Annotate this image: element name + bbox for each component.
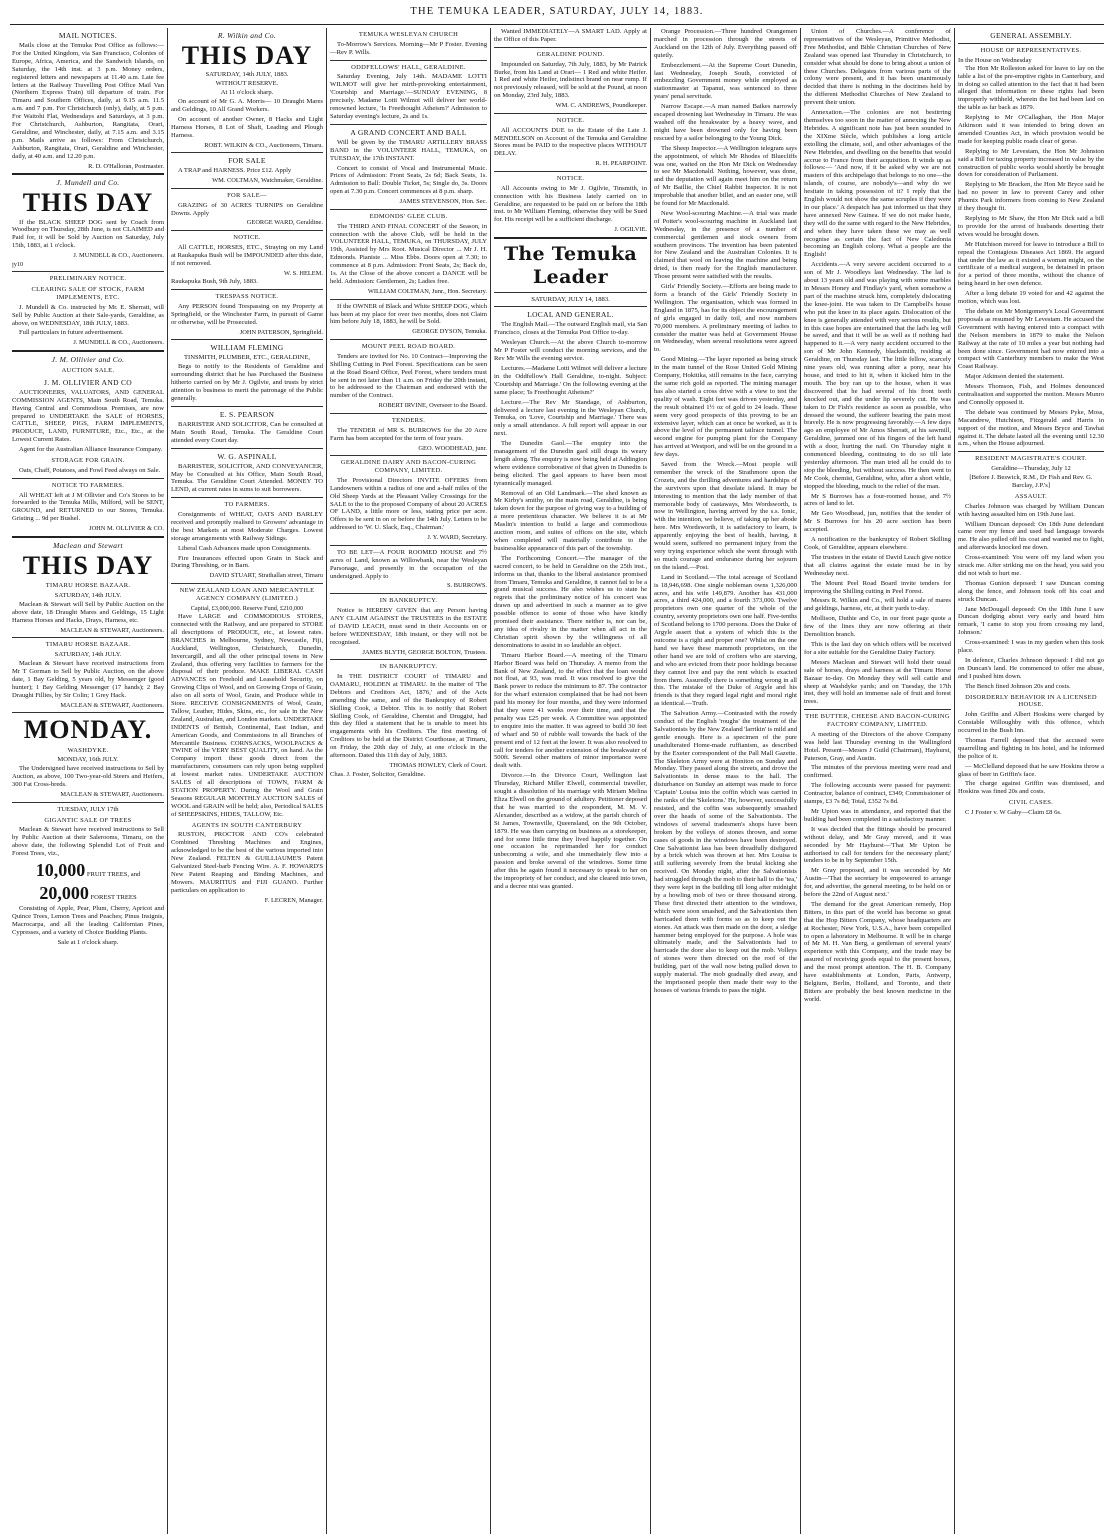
divider xyxy=(804,709,951,710)
local-general-heading: LOCAL AND GENERAL. xyxy=(527,310,614,320)
mail-notices-body: Mails close at the Temuka Post Office as follows:— For the United Kingdom, via San Francisco, Colonies of Europe, Africa, America, and the Sandwich Islands, on Saturday, the 14th inst. at 3 p.m. Money orders, registered letters and newspapers at 11.40 a.m. Late fee letters at the Railway Travelling Post Office Mail Van (Northern Express Train) till departure of train. For Timaru and Southern Offices, daily, at 9.15 a.m. 11.5 a.m. and 7 p.m. For Christchurch (only), daily, at 5 p.m. For Waitohi Flat, Wednesdays and Saturdays, at 3 p.m. For Christchurch, Ashburton, Rangitata, Orari, Geraldine, and Winchester, daily, at 7.15 a.m. and 3.15 p.m. Mails arrive as follows: From Christchurch, Ashburton, Rangitata, Orari, Geraldine and Winchester, daily, at 40 a.m. and 12.20 p.m. xyxy=(12,42,164,160)
clearing-signature: J. MUNDELL & CO., Auctioneers. xyxy=(73,339,164,347)
divider xyxy=(12,637,164,638)
bankruptcy-signature-1: JAMES BLYTH, GEORGE BOLTON, Trustees. xyxy=(362,648,487,656)
notice-date: Raukapuka Bush, 9th July, 1883. xyxy=(171,278,258,286)
news-item: Union of Churches.—A conference of representatives of the Wesleyan, Primitive Methodist, Free Methodist, and Bible Christian Churches of New Zealand was opened last Thursday in Christchurch, to consider what should be done to bring about a union of these Churches. Delegates from various parts of the colony were present, and it has been unanimously decided that there is nothing in the doctrines held by the different Methodist Churches of New Zealand to prevent their union. xyxy=(804,28,951,107)
divider xyxy=(494,292,647,293)
divider xyxy=(330,593,487,594)
trespass-heading: TRESPASS NOTICE. xyxy=(215,293,279,301)
pound-heading: GERALDINE POUND. xyxy=(536,50,605,58)
court-bench: [Before J. Beswick, R.M., Dr Fish and Rev. G. Barclay, J.P.'s] xyxy=(969,474,1093,489)
divider xyxy=(330,339,487,340)
news-item: The English Mail.—The outward English mail, via San Francisco, closes at the Temuka Post Office to-day. xyxy=(494,321,647,337)
church-body: To-Morrow's Services. Morning—Mr P Foster. Evening—Rev P. Wills. xyxy=(330,40,487,56)
clearing-foot: Full particulars in future advertisement. xyxy=(19,329,124,337)
liberal-advances: Liberal Cash Advances made upon Consignments. xyxy=(178,544,311,552)
divider xyxy=(12,350,164,352)
divider xyxy=(494,237,647,239)
report-paragraph: The demand for the great American remedy, Hop Bitters, in this part of the world has become so great that the Hop Bitters Company, whose headquarters are at Rochester, New York, U.S.A., have been compelled to open a laboratory in Melbourne. It will be in charge of Mr M. H. Van Berg, a gentleman of several years' experience with this Company, and the trade may be assured of receiving goods equal to the present boxes, and the most prompt attention. The H. B. Company have establishments at London, Paris, Antwerp, Belgium, Berlin, Holland, and Toronto, and their Bitters are probably the best known medicine in the world. xyxy=(804,900,951,1003)
news-item: Land in Scotland.—The total acreage of Scotland is 18,946,698. One single nobleman owns 1,326,000 acres, and his wife 149,879. Another has 431,000 acres, a third 424,000, and a fourth 373,000. Twelve proprietors own one quarter of the whole of the country, seventy proprietors own one half. Five-tenths of Scotland belong to 1700 persons. Does the Duke of Argyle assert that a system of which this is the outcome is a right and proper one? Whilst on the one hand we have these mammoth proprietors, on the other hand we are told of crofters who are starving, and who are evicted from their poor holdings because they cannot live and pay the rent which is exacted from them. Assuredly there is something wrong in all this. The mistake of the Duke of Argyle and his friends is that they regard legal right and moral right as identical.—Truth. xyxy=(654,573,797,708)
divider xyxy=(171,230,323,231)
report-paragraph: Thomas Farrell deposed that the accused were quarrelling and fighting in his hotel, and he informed the police of it. xyxy=(958,736,1104,760)
notice-body: All ACCOUNTS DUE to the Estate of the Late J. MENDELSON on Account of the Temuka and Geraldine Stores must be PAID to the respective places WITHOUT DELAY. xyxy=(494,126,647,158)
news-item: Messrs R. Wilkin and Co., will hold a sale of mares and geldings, harness, etc, at their yards to-day. xyxy=(804,597,951,613)
court-subheading: Geraldine—Thursday, July 12 xyxy=(991,465,1071,473)
news-item: Lectures.—Madame Lotti Wilmot will deliver a lecture in the Oddfellow's Hall Geraldine, to-night. Subject: 'Courtship and Marriage.' On the following evening at the same place; 'Is Freethought Atheism?' xyxy=(494,364,647,396)
wilkin-body-1: On account of Mr G. A. Morris— 10 Draught Mares and Geldings, 10 All Grand Workers. xyxy=(171,98,323,113)
report-paragraph: John Griffin and Albert Hoskins were charged by Constable Willoughby with this offence, which occurred in the Bush Inn. xyxy=(958,711,1104,735)
forsale-signature: WM. COLTMAN, Watchmaker, Geraldine. xyxy=(212,177,323,185)
divider xyxy=(12,271,164,272)
forsale2-signature: GEORGE WARD, Geraldine. xyxy=(246,219,323,227)
divider xyxy=(330,60,487,61)
forsale-body: A TRAP and HARNESS. Price £12. Apply xyxy=(178,167,292,175)
news-item: The Mount Peel Road Board invite tenders for improving the Shilling cutting in Peel Forest. xyxy=(804,579,951,595)
news-item: New Wool-scouring Machine.—A trial was made of Potter's wool-scouring machine in Auckland last Wednesday, in the presence of a number of commercial gentlemen and stock owners from southern provinces. The invention has been patented for New Zealand and the Australian Colonies. It is claimed that wool on leaving the machine and being dried, is then ready for the English manufacturer. Those present were satisfied with the results. xyxy=(654,209,797,281)
report-paragraph: After a long debate 19 voted for and 42 against the motion, which was lost. xyxy=(958,290,1104,306)
general-assembly-heading: GENERAL ASSEMBLY. xyxy=(990,31,1072,40)
column-rule xyxy=(326,28,327,1534)
report-paragraph: Replying to Mr Bracken, the Hon Mr Bryce said he had no power in law to prevent Carey and other Phœnix Park informers from coming to New Zealand if they thought fit. xyxy=(958,181,1104,213)
tenders-body: The TENDER of MR S. BURROWS for the 20 Acre Farm has been accepted for the term of four years. xyxy=(330,426,487,442)
bazaar2-signature: MACLEAN & STEWART, Auctioneers. xyxy=(60,701,164,709)
agent-line: Agent for the Australian Alliance Insurance Company. xyxy=(19,446,163,454)
farmers-heading: NOTICE TO FARMERS. xyxy=(51,481,125,489)
divider xyxy=(330,545,487,546)
agents-body: RUSTON, PROCTOR AND CO's celebrated Combined Threshing Machines and Engines, acknowledged to be the best of the various imported into New Zealand. FELTEN & GUILLIAUME'S Patent Galvanized Steel-barb Fencing Wire. A. F. HOWARD'S New Patent Reaping and Binding Machines, and Mowers. MAURITIUS and FIJI GUANO. Further particulars on application to xyxy=(171,831,323,894)
report-paragraph: Thomas Gunion deposed: I saw Duncan coming along the fence, and Johnson took off his coat and struck Duncan. xyxy=(958,579,1104,603)
concert-body-2: Concert to consist of Vocal and Instrumental Music. Prices of Admission: Front Seats, 2s 6d; Back Seats, 1s. Admission to Ball: Double Ticket, 5s; Single do, 3s. Doors open at 7.30 p.m. Concert commences at 8 p.m. sharp. xyxy=(330,164,487,196)
divider xyxy=(494,113,647,114)
agents-signature: F. LECREN, Manager. xyxy=(264,896,323,904)
trees-body: Maclean & Stewart have received instructions to Sell by Public Auction at their Salerooms, Timaru, on the above date, the following Splendid Lot of Fruit and Forest Trees, viz., xyxy=(12,826,164,858)
dairy-signature: J. Y. WARD, Secretary. xyxy=(427,534,487,542)
tuesday-heading: TUESDAY, JULY 17th xyxy=(57,805,119,813)
farmers-body: All WHEAT left at J M Ollivier and Co's Stores to be forwarded to the Temuka Mills, Milford, will be SENT, GROUND, and RETURNED to our Stores, Temuka. Gristing ... 9d per Bushel. xyxy=(12,491,164,523)
news-item: The Forthcoming Concert.—The manager of the sacred concert, to be held in Geraldine on the 25th inst., informs us that, thanks to the liberal assistance promised from Timaru, Temuka and Geraldine, it cannot fail to be a grand musical success. He also wishes us to state he regrets that the preliminary notice of his concert was drawn up and advertised in such a manner as to give possible offence to some of those who have kindly promised their assistance. There neither is, nor can be, any idea of rivalry in the matter when all act in the Christian spirit shown by the willingness of all denominations to assist in so laudable an object. xyxy=(494,554,647,649)
column-rule xyxy=(800,28,801,1534)
pearson-body: BARRISTER AND SOLICITOR, Can be consulted at Main South Road, Temuka. The Geraldine Court attended every Court day. xyxy=(171,420,323,444)
resident-magistrate-heading: RESIDENT MAGISTRATE'S COURT. xyxy=(975,455,1087,463)
aspinall-body: BARRISTER, SOLICITOR, AND CONVEYANCER, May be Consulted at his Office, Main South Road, Temuka. The Geraldine Court Attended. MONEY TO LEND, at current rates in sums to suit borrowers. xyxy=(171,462,323,494)
divider xyxy=(494,47,647,48)
civil-cases-heading: CIVIL CASES. xyxy=(1008,799,1054,807)
glee-signature: WILLIAM COLTMAN, Junr., Hon. Secretary. xyxy=(367,287,487,295)
report-paragraph: The minutes of the previous meeting were read and confirmed. xyxy=(804,764,951,780)
bankruptcy-heading-1: IN BANKRUPTCY. xyxy=(379,597,438,605)
notice-body: All CATTLE, HORSES, ETC., Straying on my Land at Raukapuka Bush will be IMPOUNDED after this date, if not removed. xyxy=(171,243,323,267)
divider xyxy=(958,43,1104,44)
wanted-body: Wanted IMMEDIATELY—A SMART LAD. Apply at the Office of this Paper. xyxy=(494,28,647,43)
divider xyxy=(330,413,487,414)
notice2-heading: NOTICE. xyxy=(556,174,585,182)
report-paragraph: The Bench fined Johnson 20s and costs. xyxy=(965,682,1071,690)
column-rule xyxy=(167,28,168,1534)
column-rule xyxy=(490,28,491,1534)
tenders-signature: GEO. WOODHEAD, junr. xyxy=(418,444,487,452)
news-item: Mollison, Duthie and Co, in our front page quote a few of the lines they are now offering at their Demolition branch. xyxy=(804,615,951,639)
masthead: THE TEMUKA LEADER, SATURDAY, JULY 14, 1883. xyxy=(410,6,704,17)
trees-number-1: 10,000 xyxy=(35,859,86,880)
nzloan-capital: Capital, £3,000,000. Reserve Fund, £210,000 xyxy=(190,604,304,612)
column-7 xyxy=(958,28,1104,1534)
forsale-heading: FOR SALE xyxy=(228,156,266,166)
pound-body: Impounded on Saturday, 7th July, 1883, by Mr Patrick Burke, from his Land at Orari— 1 Red and white Heifer. 1 Red and white Heifer, indistinct brand on near rump. If not previously released, will be sold at the Pound, at noon on Monday, 23rd July, 1883. xyxy=(494,60,647,100)
report-paragraph: Replying to Mr Levestam, the Hon Mr Johnston said a Bill for taxing property increased in value by the construction of public works would shortly be brought down for consideration of Parliament. xyxy=(958,147,1104,179)
bazaar2-heading: TIMARU HORSE BAZAAR. xyxy=(45,641,131,649)
trees-foot: Consisting of Apple, Pear, Plum, Cherry, Apricot and Quince Trees, Lemon Trees and Peaches; Pinus Insignis, Macrocarpa, and all the leading Californian Pines, Cypresses, and a variety of Choice Budding Plants. xyxy=(12,905,164,936)
nzloan-body: Have LARGE and COMMODIOUS STORES, connected with the Railway, and are prepared to STORE all descriptions of PRODUCE, etc., at lowest rates. BRANCHES in Melbourne, Sydney, Newcastle, Fiji, Auckland, Wellington, Christchurch, Dunedin, Invercargill, and all the other principal towns in New Zealand, thus offering very facilities to farmers for the disposal of their produce. MAKE LIBERAL CASH ADVANCES on Freehold and Leasehold Security, on Growing Clips of Wool, and on Growing Crops of Grain, also on all sorts of Wool, Grain, and Produce while in Store. RECEIVE CONSIGNMENTS of Wool, Grain, Tallow, Leather, Hides, Skins, etc., for sale in the New Zealand, Australian, and London markets. UNDERTAKE INDENTS of British, Continental, East Indian, and American Goods, and Commissions in all Branches of Mercantile Business. CORNSACKS, WOOLPACKS & TWINE of the VERY BEST QUALITY, on hand. As the Company import these goods direct from the manufacturers, consumers can rely upon being supplied at lowest market rates. UNDERTAKE AUCTION SALES of all descriptions of TOWN, FARM & STATION PROPERTY. During the Wool and Grain Seasons REGULAR MONTHLY AUCTION SALES of WOOL and GRAIN will be held; also, Periodical SALES of SHEEPSKINS, HIDES, TALLOW, Etc. xyxy=(171,613,323,818)
trees-label-2: FOREST TREES xyxy=(90,893,137,901)
aspinall-heading: W. G. ASPINALL xyxy=(217,451,277,461)
report-paragraph: — McClelland deposed that he saw Hoskins throw a glass of beer in Griffin's face. xyxy=(958,762,1104,778)
agents-heading: AGENTS IN SOUTH CANTERBURY xyxy=(191,821,303,829)
news-item: The trustees in the estate of David Leach give notice that all claims against the estate must be in by Wednesday next. xyxy=(804,553,951,577)
masthead-rule xyxy=(10,24,1104,25)
sheep-dog-signature: GEORGE DYSON, Temuka. xyxy=(412,328,487,336)
local-news-continued xyxy=(654,28,797,995)
assault-report xyxy=(958,503,1104,691)
news-item: This is the last day on which offers will be received for a site suitable for the Geraldine Dairy Factory. xyxy=(804,640,951,656)
report-paragraph: Jane McDougall deposed: On the 18th June I saw Duncan dodging about very early and heard him remark, 'I came to stop you from crossing my land, Johnson.' xyxy=(958,605,1104,637)
wilkin-date: SATURDAY, 14th JULY, 1883. xyxy=(205,71,289,79)
notice-heading: NOTICE. xyxy=(233,234,261,242)
mail-notices-heading: MAIL NOTICES. xyxy=(58,31,118,40)
bankruptcy-body-1: Notice is HEREBY GIVEN that any Person having ANY CLAIM AGAINST the TRUSTEES in the ESTATE of DAVID LEACH, must send in their Accounts on or before WEDNESDAY, 18th instant, or they will not be recognised. xyxy=(330,606,487,646)
report-paragraph: Cross-examined: I was in my garden when this took place. xyxy=(958,639,1104,655)
news-item: Saved from the Wreck.—Most people will remember the wreck of the Strathmore upon the Crozets, and the thrilling adventures and hardships of the survivors upon that desolate island. It may be interesting to mention that the lady member of that memorable body of castaways, Mrs Wordsworth, is now in Wellington, having arrived by the s.s. Ionic, with the intention, we believe, of taking up her abode here. Mrs Wordsworth, it is satisfactory to learn, is apparently enjoying the best of health, having, it would seem, suffered no permanent injury from the very trying experience which she went through with so much courage and endurance during her sojourn on the island.—Post. xyxy=(654,461,797,571)
news-item: The Salvation Army.—Contrasted with the rowdy conduct of the English 'roughs' the treatment of the Salvationists by the New Zealand 'larrikin' is mild and gentle enough. Here is a specimen of the pure unadulterated Home-made ruffianism, as described by the Exeter correspondent of the Pall Mall Gazette. The Skeleton Army were at Honiton on Sunday and Monday. They passed along the streets, and drove the Salvationists in dense mass to the hall. The disturbance on Sunday an attempt was made to force 'Captain' Louisa into the coffin which was carried in the ranks of the 'Skeletons.' He, however, successfully resisted, and the coffin was subsequently smashed over the heads of some of the Salvationists. The windows of several tradesmen's shops have been broken by the volleys of stones thrown, and some cases of goods in the windows have been destroyed. One Salvationist lass has been dreadfully disfigured by a brick which was thrown at her. Mrs Louisa is still suffering severely from the brutal kicking she received. On Monday night, after the Salvationists had struggled through the mob to their hall to the 'tea,' they were kept in the building till long after midnight by a howling mob of two or three thousand strong. These first directed their attention to the windows, which were soon smashed, and the Salvationists then barricaded them with forms so as to keep out the stones. An attack was then made on the door, a sledge hammer being employed for the purpose. A hole was ultimately made, and the Salvationists had to barricade the door also to keep out the mob. Volleys of stones were then directed on the roof of the building, part of the wall now being pulled down to supply material. The mob gradually died away, and the imprisoned people then made their way to the houses of various friends to pass the night. xyxy=(654,710,797,994)
report-paragraph: Replying to Mr O'Callaghan, the Hon Major Atkinson said it was intended to bring down an amended Counties Act, in which provision would be made for keeping public roads clear of gorse. xyxy=(958,114,1104,145)
report-paragraph: It was decided that the fittings should be procured without delay, and Mr Gray moved, and it was seconded by Mr Hayhurst—'That Mr Upton be authorised to call for tenders for the necessary plant;' tenders to be in by September 15th. xyxy=(804,825,951,865)
bazaar-heading: TIMARU HORSE BAZAAR. xyxy=(45,582,131,590)
report-paragraph: Replying to Mr Shaw, the Hon Mr Dick said a bill to provide for the arrest of husbands deserting their wives would be brought down. xyxy=(958,215,1104,238)
trees-sale-time: Sale at 1 o'clock sharp. xyxy=(57,938,119,946)
peel-heading: MOUNT PEEL ROAD BOARD. xyxy=(361,343,456,351)
news-item: A notification re the bankruptcy of Robert Skilling Cook, of Geraldine, appears elsewhere. xyxy=(804,536,951,551)
divider xyxy=(12,478,164,479)
local-news-continued-2 xyxy=(804,28,951,706)
divider xyxy=(12,173,164,175)
divider xyxy=(171,188,323,189)
mail-notices-signature: R. D. O'Halloran, Postmaster. xyxy=(88,162,164,170)
to-farmers-heading: TO FARMERS. xyxy=(224,501,270,509)
this-day-banner: THIS DAY xyxy=(181,41,313,70)
divider xyxy=(171,339,323,340)
wilkin-body-2: On account of another Owner, 8 Hacks and Light Harness Horses, 8 Lot of Shaft, Leading and Plough Harness. xyxy=(171,115,323,139)
report-paragraph: Mr Hutchison moved for leave to introduce a Bill to repeal the Contagious Diseases Act 1869. He argued that under the law as it existed a woman might, on the certificate of a medical surgeon, be detained in prison for a period of three months, without the chance of being heard in her own defence. xyxy=(958,240,1104,288)
newspaper-nameplate: The Temuka Leader xyxy=(503,242,638,288)
clearing-body: J. Mundell & Co. instructed by Mr. E. Sherratt, will Sell by Public Auction at their Sale-yards, Geraldine, as above, on WEDNESDAY, 18th JULY, 1883. xyxy=(12,303,164,327)
butter-factory-heading: THE BUTTER, CHEESE AND BACON-CURING FACTORY COMPANY, LIMITED. xyxy=(805,713,950,729)
divider xyxy=(330,299,487,300)
column-rule xyxy=(954,28,955,1534)
peel-signature: ROBERT IRVINE, Overseer to the Board. xyxy=(378,402,487,410)
house-subheading: In the House on Wednesday xyxy=(958,56,1032,64)
stuart-signature: DAVID STUART, Strathallan street, Timaru xyxy=(209,572,323,580)
fleming-heading: WILLIAM FLEMING xyxy=(210,343,284,353)
sheep-dog-body: If the OWNER of Black and White SHEEP DOG, which has been at my place for over two months, does not Claim him before July 18, 1883, he will be Sold. xyxy=(330,302,487,326)
wilkin-time: At 11 o'clock sharp. xyxy=(220,89,274,97)
assault-heading: ASSAULT. xyxy=(1014,492,1048,500)
news-item: Removal of an Old Landmark.—The shed known as Mr Kirby's smithy, on the main road, Geraldine, is being taken down for the purpose of giving way to a building of a more pretentious character. We believe it is at Mr Maslin's intention to build a large and commodious auction room, and suites of offices on the site, which when completed will materially contribute to the businesslike appearance of this part of the township. xyxy=(494,489,647,552)
report-paragraph: The debate was continued by Messrs Pyke, Moss, Macandrew, Hutchison, Fitzgerald and Harris in support of the motion, and Messrs Bryce and Tawhai against it. The debate lasted all the evening until 12.30 a.m., when the House adjourned. xyxy=(958,408,1104,448)
notice-signature: W. S. HELEM. xyxy=(284,269,323,277)
report-paragraph: In defence, Charles Johnson deposed: I did not go on Duncan's land. He commenced to offer me abuse, and I pushed him down. xyxy=(958,657,1104,680)
dog-sale-body: If the BLACK SHEEP DOG sent by Coach from Woodbury on Thursday, 28th June, is not CLAIMED and Paid for, it will be Sold by Auction on Saturday, July 15th, 1883, at 1 o'clock. xyxy=(12,218,164,250)
oddfellows-body: Saturday Evening, July 14th. MADAME LOTTI WILMOT will give her mirth-provoking entertainment, 'Courtship and Marriage.'—SUNDAY EVENING, 8 precisely. Madame Lotti Wilmot will deliver her world-renowned lecture, 'Is Freethought Atheism?' Admission to Saturday evening's lecture, 2s and 1s. xyxy=(330,73,487,120)
bankruptcy-solicitor: Chas. J. Foster, Solicitor, Geraldine. xyxy=(330,770,426,778)
column-5 xyxy=(654,28,797,1534)
fire-insurance: Fire Insurances effected upon Grain in Stack and During Threshing, or in Barn. xyxy=(171,554,323,570)
civil-cases-body: C J Foster v. W Gaby—Claim £8 6s. xyxy=(965,809,1062,817)
news-item: Divorce.—In the Divorce Court, Wellington last Thursday, Richard Miller Elwell, commercial traveller, sought a dissolution of his marriage with Miriam Melina Eliza Elwell on the ground of adultery. Petitioner deposed that he was married to the respondent, M. M. V. Alexander, described as a widow, at the parish church of St James, Townsville, Queensland, on the 9th October, 1879. He was then carrying on business as a storekeeper, and for some little time they lived happily together. On one occasion he reprimanded her for conduct unbecoming a wife, and she immediately flew into a passion and broke several of the windows. Some time after this he again found it necessary to speak to her on the impropriety of her conduct, and she cleared into town, and a decree nisi was granted. xyxy=(494,772,647,890)
bazaar-body: Maclean & Stewart will Sell by Public Auction on the above date, 18 Draught Mares and Geldings, 15 Light Harness Horses and Hacks, Drays, Harness, etc. xyxy=(12,600,164,624)
church-heading: TEMUKA WESLEYAN CHURCH xyxy=(358,31,459,38)
divider xyxy=(12,802,164,803)
divider xyxy=(494,171,647,172)
report-paragraph: The Hon Mr Rolleston asked for leave to lay on the table a list of the pre-emptive rights in Canterbury, and in doing so called attention to the fact that it had been alleged that information re these rights had been improperly withheld, wherein the list had been laid on the table as far back as 1879. xyxy=(958,64,1104,112)
house-heading: HOUSE OF REPRESENTATIVES. xyxy=(980,47,1082,54)
forsale2-heading: FOR SALE— xyxy=(227,191,267,199)
glee-heading: EDMONDS' GLEE CLUB. xyxy=(369,212,448,220)
news-item: The Sheep Inspector.—A Wellington telegram says the appointment, of which Mr Rhodes of Bluecliffs was one, waited on the Hon Mr Dick on Wednesday to see Mr Macdonald. Nothing, however, was done, and the deputation will again meet him on the return of Mr Baillie, the Chief Rabbit Inspector. It is not improbable that another billet, and an easier one, will be found for Mr Macdonald. xyxy=(654,144,797,208)
report-paragraph: Major Atkinson denied the statement. xyxy=(965,373,1065,381)
disorderly-report xyxy=(958,711,1104,796)
divider xyxy=(494,306,647,307)
report-paragraph: The charge against Griffin was dismissed, and Hoskins was fined 20s and costs. xyxy=(958,780,1104,796)
mundell-heading: J. Mundell and Co. xyxy=(56,178,120,188)
dog-sale-ref: jy10 xyxy=(12,260,24,268)
divider xyxy=(171,583,323,584)
divider xyxy=(171,406,323,407)
column-6 xyxy=(804,28,951,1534)
storage-body: Oats, Chaff, Potatoes, and Fowl Feed always on Sale. xyxy=(19,466,161,474)
dog-sale-signature: J. MUNDELL & CO., Auctioneers. xyxy=(73,252,164,260)
divider xyxy=(171,289,323,290)
nzloan-heading: NEW ZEALAND LOAN AND MERCANTILE AGENCY COMPANY (LIMITED.) xyxy=(179,587,315,602)
wilkin-reserve: WITHOUT RESERVE. xyxy=(215,80,279,88)
divider xyxy=(12,536,164,538)
bankruptcy-signature-2: THOMAS HOWLEY, Clerk of Court. xyxy=(389,761,487,769)
this-day-banner: THIS DAY xyxy=(22,188,154,218)
tenders-heading: TENDERS. xyxy=(391,416,426,424)
bankruptcy-heading-2: IN BANKRUPTCY. xyxy=(379,663,438,671)
ollivier-name: J. M. OLLIVIER AND CO xyxy=(44,377,132,387)
bazaar2-date: SATURDAY, 14th JULY. xyxy=(54,651,122,659)
column-rule xyxy=(650,28,651,1534)
dairy-body: The Provisional Directors INVITE OFFERS from Landowners within a radius of one and a-half miles of the Old Sheep Yards at the Pleasant Valley Crossings for the SALE to the to the proposed Company of about 20 ACRES OF LAND, a little more or less, stating price per acre. Offers to be sent in on or before the 14th July. Letters to be addressed to 'W. U. Slack, Esq., Chairman.' xyxy=(330,476,487,532)
wilkin-heading: R. Wilkin and Co. xyxy=(217,31,277,40)
news-item: Mr Geo Woodhead, jun, notifies that the tender of Mr S Burrows for his 20 acre section has been accepted. xyxy=(804,510,951,534)
divider xyxy=(330,455,487,456)
report-paragraph: The debate on Mr Montgomery's Local Government proposals as resumed by Mr Levestam. He accused the Government with having entered into a compact with the Nelson members in 1879 to make the Nelson Railway at the rate of 10 miles a year but nothing had been done since. Government had now entered into a compact with Canterbury members to make the West Coast Railway. xyxy=(958,307,1104,371)
news-item: Messrs Maclean and Stewart will hold their usual sale of horses, drays and harness at the Timaru Horse Bazaar to-day. On Monday they will sell cattle and sheep at Washdyke yards; and on Tuesday, the 17th inst, they will hold an immense sale of fruit and forest trees. xyxy=(804,658,951,706)
news-item: The Dunedin Gaol.—The enquiry into the management of the Dunedin gaol still drags its weary length along. The enquiry is now being held at Addington where evidence corroborative of that given in Dunedin is being elicited. The gaol appears to have been most tyrannically managed. xyxy=(494,440,647,487)
column-4 xyxy=(494,28,647,1534)
report-paragraph: Charles Johnson was charged by William Duncan with having assaulted him on 19th June last. xyxy=(958,502,1104,518)
divider xyxy=(330,209,487,210)
trespass-body: Any PERSON found Trespassing on my Property at Springfield, or the Winchester Farm, in pursuit of Game or otherwise, will be Prosecuted. xyxy=(171,303,323,326)
news-item: Good Mining.—The layer reported as being struck in the main tunnel of the Rose United Gold Mining Company, Hokitika, still remains in the face, carrying the same rich gold as reported. The mining manager has also started a cross drive with a view to test the quality of wash. Eight feet was driven yesterday, and the result obtained 1½ oz of gold to 24 loads. These seem very good prospects of this proving to be an extensive layer, which can at once be worked, as it is above the level of the permanent tailrace tunnel. The second engine for pumping plant for the Company has arrived at Westport, and will be on the ground in a few days. xyxy=(654,356,797,459)
news-item: Annexation.—The colonies are not bestirring themselves too soon in the matter of annexing the New Hebrides. A significant note has just been sounded in the XIXme Siècle, which publishes a long article extolling the climate, soil, and other advantages of the New Hebrides, and dwelling on the benefits that would accrue to France from their acquisition. It winds up as follows:— 'And now, if it be asked why we are not masters of this archipelago that belongs to no one—the islands, of course, are nobody's—and why do we hesitate in taking possession of it? I reply that the English would not show the same scruples if they were in our place.' A despatch has just informed us that they have annexed New Guinea. If we do not make haste, they will do the same with regard to the New Hebrides, and when they have taken these we may as well recognise as certain the fact of New Caledonia becoming an English colony. What a people are the English! xyxy=(804,109,951,259)
divider xyxy=(171,448,323,449)
news-item: Orange Procession.—Three hundred Orangemen marched in procession through the streets of Auckland on the 12th of July. Everything passed off quietly. xyxy=(654,28,797,59)
bazaar-signature: MACLEAN & STEWART, Auctioneers. xyxy=(60,626,164,634)
clearing-heading: CLEARING SALE OF STOCK, FARM IMPLEMENTS, ETC. xyxy=(31,286,145,301)
prelim-heading: PRELIMINARY NOTICE. xyxy=(49,275,127,283)
divider xyxy=(330,124,487,125)
report-paragraph: William Duncan deposed: On 18th June defendant came over my fence and used bad language towards me. He also pulled off his coat and wanted me to fight, and afterwards knocked me down. xyxy=(958,520,1104,552)
farmers-signature: JOHN M. OLLIVIER & CO. xyxy=(89,525,164,533)
to-let-body: TO BE LET—A FOUR ROOMED HOUSE and 7½ acres of Land, known as Willowbank, near the Wesleyan Parsonage, and presently in the occupation of the undersigned. Apply to xyxy=(330,548,487,580)
auction-sale-heading: AUCTION SALE. xyxy=(61,367,115,375)
news-item: Accidents.—A very severe accident occurred to a son of Mr J. Woodleys last Wednesday. The lad is about 13 years old and was playing with some marbles in Messrs Honey and Findlay's yard, when somehow a part of the machine struck him, completely dislocating the knee-joint. He was taken to Dr Campbell's house who put the knee in its place again. Dislocation of the knee is generally attended with very serious results, but in this case hopes are entertained that the lad's leg will be saved, and that it will be as well as if nothing had happened to it.—A very nasty accident occurred to the son of Mr John Kennedy, blacksmith, residing at Geraldine, on Thursday last. The little fellow, scarcely nine years old, was running after a pony, near his house, and tried to hit it, when it kicked him in the mouth. The boy ran up to the house, when it was discovered that he had several of his front teeth knocked out, and the under lip severely cut. He was taken to Dr Fish's residence as soon as possible, who dressed the wound, the sufferer bearing the pain most bravely. He is now progressing favorably.—A few days ago an employee of Mr Amos Sherratt, at his sawmill, Geraldine, jammed one of his fingers of the left hand with a door, hurting the nail. On Thursday night it commenced bleeding, continuing to do so till late yesterday afternoon. The man tried all he could do to stop the bleeding, but without success. He then went to Mr Cook, chemist, Geraldine, who, after a short while, stopped the bleeding, much to the relief of the man. xyxy=(804,261,951,490)
paper-date: SATURDAY, JULY 14, 1883. xyxy=(531,295,610,303)
to-farmers-body: Consignments of WHEAT, OATS AND BARLEY received and promptly realised to Growers' advantage in the best Markets at most Moderate Charges. Lowest storage arrangements with Railway Sidings. xyxy=(171,511,323,542)
bazaar2-body: Maclean & Stewart have received instructions from Mr T Gorman to Sell by Public Auction, on the above date, 1 Bay Gelding, 5 years old, by Messenger (good hunter); 1 Bay Gelding Messenger (17 hands); 2 Bay Draught Fillies, by Sir Colin; 1 Grey Hack. xyxy=(12,660,164,699)
peel-body: Tenders are invited for No. 10 Contract—Improving the Shilling Cutting in Peel Forest. Specifications can be seen at the Road Board Office, Peel Forest, where tenders must be sent in not later than 11 a.m. on Friday the 20th instant, to be addressed to the Chairman and endorsed with the number of the Contract. xyxy=(330,352,487,400)
bazaar-date: SATURDAY, 14th JULY. xyxy=(54,591,122,599)
divider xyxy=(958,451,1104,452)
washdyke-heading: WASHDYKE. xyxy=(67,746,109,754)
news-item: Lecture.—The Rev Mr Standage, of Ashburton, delivered a lecture last evening in the Wesleyan Church, Temuka, on 'Love, Courtship and Marriage.' There was only a small attendance. A full report will appear in our next. xyxy=(494,398,647,438)
concert-signature: JAMES STEVENSON, Hon. Sec. xyxy=(399,198,487,206)
forsale2-body: GRAZING of 30 ACRES TURNIPS on Geraldine Downs. Apply xyxy=(171,201,323,217)
news-item: Wesleyan Church.—At the above Church to-morrow Mr P Foster will conduct the morning services, and the Rev Mr Wills the evening service. xyxy=(494,339,647,363)
fleming-subheading: TINSMITH, PLUMBER, ETC., GERALDINE, xyxy=(183,354,310,362)
pound-signature: WM. C. ANDREWS, Poundkeeper. xyxy=(555,102,647,110)
to-let-signature: S. BURROWS. xyxy=(447,582,487,590)
news-item: Girls' Friendly Society.—Efforts are being made to form a branch of the Girls' Friendly Society in Wellington. The organisation, which was formed in England in 1875, has for its object the encouragement of girls engaged in daily toil, and now numbers 70,000 members. A preliminary meeting of ladies to consider the matter was held at Government House on Wednesday, when several resolutions were agreed to. xyxy=(654,283,797,354)
divider xyxy=(330,659,487,660)
trespass-signature: JOHN PATERSON, Springfield. xyxy=(239,328,323,336)
news-item: Embezzlement.—At the Supreme Court Dunedin, last Wednesday, Joseph South, convicted of embezzling Government money while employed as stationmaster at Tapanui, was sentenced to three years' penal servitude. xyxy=(654,61,797,101)
storage-heading: STORAGE FOR GRAIN. xyxy=(51,457,125,465)
report-paragraph: Messrs Thomson, Fish, and Holmes denounced centralisation and supported the motion. Messrs Munro and Connolly opposed it. xyxy=(958,383,1104,406)
house-report xyxy=(958,65,1104,449)
trees-heading: GIGANTIC SALE OF TREES xyxy=(44,816,132,824)
trees-number-2: 20,000 xyxy=(39,882,89,903)
pearson-heading: E. S. PEARSON xyxy=(219,409,275,419)
ollivier-body: AUCTIONEERS, VALUATORS, AND GENERAL COMMISSION AGENTS, Main South Road, Temuka. Having Central and Commodious Premises, are now prepared to UNDERTAKE the SALE of HORSES, CATTLE, SHEEP, PIGS, FARM IMPLEMENTS, PRODUCE, LAND, FURNITURE, Etc., Etc., at the Lowest Current Rates. xyxy=(12,388,164,444)
disorderly-heading: DISORDERLY BEHAVIOR IN A LICENSED HOUSE. xyxy=(965,693,1097,709)
notice-signature: R. H. PEARPOINT. xyxy=(595,160,647,168)
news-item: Mr S Burrows has a four-roomed house, and 7½ acres of land to let. xyxy=(804,492,951,508)
this-day-banner-2: THIS DAY xyxy=(22,550,154,580)
report-paragraph: A meeting of the Directors of the above Company was held last Thursday evening in the Wallingford Hotel. Present—Messrs J Guild (Chairman), Hayhurst, Paterson, Gray, and Austin. xyxy=(804,730,951,762)
concert-body: Will be given by the TIMARU ARTILLERY BRASS BAND in the VOLUNTEER HALL, TEMUKA, on TUESDAY, the 17th INSTANT. xyxy=(330,138,487,162)
notice2-signature: J. OGILVIE. xyxy=(614,226,647,234)
divider xyxy=(171,497,323,498)
divider xyxy=(171,152,323,153)
monday-banner: MONDAY. xyxy=(23,715,153,745)
maclean-heading: Maclean and Stewart xyxy=(53,540,123,550)
washdyke-date: MONDAY, 16th JULY. xyxy=(57,756,119,764)
report-paragraph: Mr Gray proposed, and it was seconded by Mr Austin—'That the secretary be empowered to arrange for, and advertise, the general meeting, to be held on or before the 22nd of August next.' xyxy=(804,867,951,899)
washdyke-signature: MACLEAN & STEWART, Auctioneers. xyxy=(60,790,164,798)
news-item: Timaru Harbor Board.—A meeting of the Timaru Harbor Board was held on Thursday. A memo from the Bank of New Zealand, to the effect that the loan would not float, at 93, was read. It was resolved to give the Bank power to reduce the minimum to 87. The contractor for the wharf extension complained that he had not been paid his money for four months, and they were informed that they were 41 weeks over their time, and that the penalty was £25 per week. A Committee was appointed to enquire into the matter. It was agreed to build 30 feet of wharf and 50 of rubble wall towards the back of the present end of 12 feet at the lower. It was also resolved to call for tenders for another extension of the breakwater of 500ft. Several other matters of minor importance were dealt with. xyxy=(494,651,647,770)
local-news xyxy=(494,321,647,890)
column-2 xyxy=(171,28,323,1534)
column-1 xyxy=(12,28,164,1534)
washdyke-body: The Undersigned have received instructions to Sell by Auction, as above, 100 Two-year-old Steers and Heifers, 300 Fat Cross-breds. xyxy=(12,765,164,789)
dairy-heading: GERALDINE DAIRY AND BACON-CURING COMPANY, LIMITED. xyxy=(340,459,477,475)
report-paragraph: Mr Upton was in attendance, and reported that the building had been completed in a satisfactory manner. xyxy=(804,807,951,823)
glee-body: The THIRD AND FINAL CONCERT of the Season, in connection with the above Club, will be held in the VOLUNTEER HALL, TEMUKA, on THURSDAY, JULY 19th, Assisted by Mrs Root. Musical Director ... Mr J. H. Edmonds. Pianiste ... Miss Ebbs. Doors open at 7.30; to commence at 8 p.m. Admission: Front Seats, 2s; Back do, 1s. At the Close of the above concert a DANCE will be held. Admission: Gentlemen, 2s; Ladies free. xyxy=(330,222,487,286)
report-paragraph: Cross-examined: You were off my land when you struck me. After striking me on the head, you said you did not wish to hurt me. xyxy=(958,554,1104,577)
concert-heading: A GRAND CONCERT AND BALL xyxy=(350,127,467,137)
oddfellows-heading: ODDFELLOWS' HALL, GERALDINE. xyxy=(351,63,466,71)
divider xyxy=(12,712,164,713)
fleming-body: Begs to notify to the Residents of Geraldine and surrounding district that he has Purchased the Business hitherto carried on by Mr J. Ogilvie, and trusts by strict attention to business to merit the patronage of the Public generally. xyxy=(171,363,323,402)
butter-factory-report xyxy=(804,731,951,1004)
notice2-body: All Accounts owing to Mr J. Ogilvie, Tinsmith, in connection with his Business lately carried on in Geraldine, are requested to be paid on or before the 18th inst. to Mr William Fleming, otherwise they will be Sued for. His receipt will be a sufficient discharge. xyxy=(494,184,647,224)
ollivier-heading: J. M. Ollivier and Co. xyxy=(51,355,125,365)
bankruptcy-body-2: In THE DISTRICT COURT of TIMARU and OAMARU, HOLDEN at TIMARU. In the matter of 'The Debtors and Creditors Act, 1876,' and of the Acts amending the same, and of the Bankruptcy of Robert Skilling Cook, a Debtor. This is to notify that Robert Skilling Cook, of Geraldine, Chemist and Druggist, had this day filed a statement that he is unable to meet his engagements with his Creditors. The first meeting of Creditors to be held at the District Courthouse, at Timaru, on Friday, the 20th day of July, at one o'clock in the afternoon. Dated this 11th day of July, 1883. xyxy=(330,672,487,760)
news-item: Narrow Escape.—A man named Baikes narrowly escaped drowning last Wednesday in Timaru. He was washed off the breakwater by a heavy wave, and might have been drowned only for having been rescued by a sailor belonging to the Young Dick. xyxy=(654,103,797,142)
wilkin-signature: ROBT. WILKIN & CO., Auctioneers, Timaru. xyxy=(204,141,323,149)
column-3 xyxy=(330,28,487,1534)
report-paragraph: The following accounts were passed for payment: Contractor, balance of contract, £349; Commissioner of stamps, £3 7s 8d; Total, £352 7s 8d. xyxy=(804,782,951,806)
trees-label-1: FRUIT TREES, and xyxy=(86,870,141,878)
notice-heading: NOTICE. xyxy=(556,116,585,124)
